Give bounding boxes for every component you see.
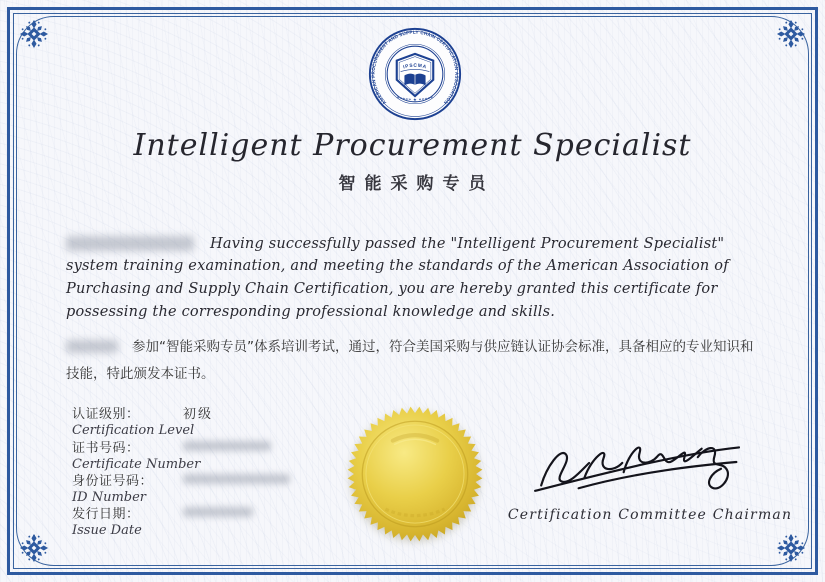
body-paragraph-zh xyxy=(66,334,762,389)
field-label-zh: 身份证号码： xyxy=(72,474,154,489)
field-certification-level xyxy=(72,403,352,438)
redacted-certificate-number xyxy=(183,441,271,451)
field-label-zh: 发行日期： xyxy=(72,507,140,522)
corner-rosette-icon xyxy=(17,17,51,51)
gold-seal-burst xyxy=(348,407,483,542)
association-seal-icon xyxy=(367,26,463,122)
corner-rosette-icon xyxy=(17,531,51,565)
redacted-recipient-name-zh xyxy=(66,340,118,353)
field-label-en: Certificate Number xyxy=(72,457,201,472)
body-paragraph-en xyxy=(66,233,760,325)
corner-rosette-icon xyxy=(774,17,808,51)
seal-badge-label: IPSCMA xyxy=(402,63,428,71)
seal-ring-text: AMERICAN PROCUREMENT AND SUPPLY CHAIN CERTIFICATION ASSOCIATION xyxy=(370,29,460,106)
field-value-level: 初级 xyxy=(183,407,214,422)
field-label-zh: 证书号码： xyxy=(72,441,140,456)
seal-laurel-icon: »»»»» ★ ««««« xyxy=(396,94,434,102)
redacted-issue-date xyxy=(183,507,253,517)
gold-embossed-seal-icon xyxy=(341,399,489,549)
chairman-signature xyxy=(523,424,754,510)
chairman-title: Certification Committee Chairman xyxy=(507,507,793,523)
field-label-en: ID Number xyxy=(72,490,146,505)
certificate-title-zh: 智能采购专员 xyxy=(338,174,495,194)
field-label-zh: 认证级别： xyxy=(72,407,140,422)
field-label-en: Certification Level xyxy=(72,423,195,438)
body-text-zh: 参加“智能采购专员”体系培训考试，通过，符合美国采购与供应链认证协会标准，具备相应的专业知识和技能，特此颁发本证书。 xyxy=(66,338,754,383)
field-label-en: Issue Date xyxy=(72,523,142,538)
certificate-title-en: Intelligent Procurement Specialist xyxy=(133,128,692,163)
field-id-number xyxy=(72,470,352,505)
body-text-en: Having successfully passed the "Intelligent Procurement Specialist" system training examination, and meeting the standards of the American Association of Purchasing and Supply Chain Certification, you are hereby granted this certificate for possessing the corresponding professional knowledge and skills. xyxy=(66,235,729,321)
corner-rosette-icon xyxy=(774,531,808,565)
field-certificate-number xyxy=(72,437,352,472)
redacted-recipient-name-en xyxy=(66,236,194,251)
field-issue-date xyxy=(72,503,352,538)
redacted-id-number xyxy=(183,474,290,484)
